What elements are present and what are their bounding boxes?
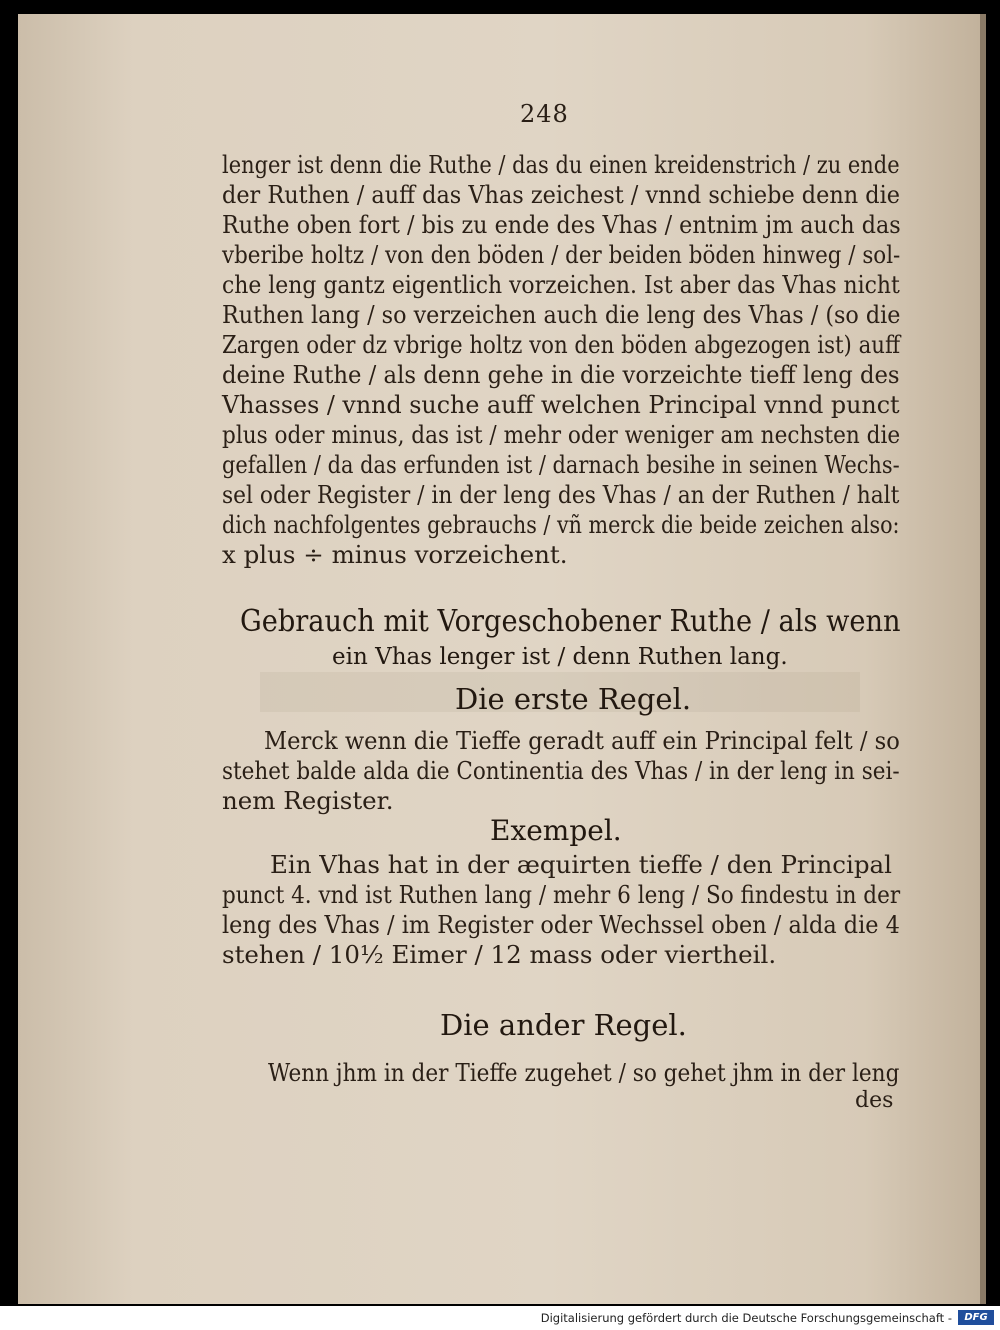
body-text-line: deine Ruthe / als denn gehe in die vorzeichte tieff leng des [222, 360, 900, 389]
example-text-line: stehen / 10½ Eimer / 12 mass oder viertheil. [222, 940, 777, 969]
example-text-line: punct 4. vnd ist Ruthen lang / mehr 6 leng / So findestu in der [222, 880, 901, 909]
body-text-line: Ruthen lang / so verzeichen auch die leng des Vhas / (so die [222, 300, 901, 329]
rule1-title: Die erste Regel. [455, 682, 692, 716]
rule1-text-line: stehet balde alda die Continentia des Vhas / in der leng in sei- [222, 756, 900, 785]
page-number: 248 [520, 100, 569, 128]
body-text-line: che leng gantz eigentlich vorzeichen. Ist aber das Vhas nicht [222, 270, 900, 299]
catchword: des [855, 1088, 894, 1113]
rule1-text-line: Merck wenn die Tieffe geradt auff ein Principal felt / so [264, 726, 900, 755]
body-text-line: plus oder minus, das ist / mehr oder weniger am nechsten die [222, 420, 901, 449]
body-text-line: Vhasses / vnnd suche auff welchen Principal vnnd punct [222, 390, 900, 419]
rule2-title: Die ander Regel. [440, 1008, 687, 1042]
body-text-line: Ruthe oben fort / bis zu ende des Vhas / entnim jm auch das [222, 210, 901, 239]
example-title: Exempel. [490, 814, 622, 847]
body-text-line: x plus ÷ minus vorzeichent. [222, 540, 568, 569]
section-heading-line1: Gebrauch mit Vorgeschobener Ruthe / als wenn [240, 604, 901, 639]
example-text-line: Ein Vhas hat in der æquirten tieffe / den Principal [270, 850, 892, 879]
section-heading-line2: ein Vhas lenger ist / denn Ruthen lang. [332, 644, 788, 670]
body-text-line: sel oder Register / in der leng des Vhas / an der Ruthen / halt [222, 480, 900, 509]
footer-credit: Digitalisierung gefördert durch die Deutsche Forschungsgemeinschaft - [540, 1311, 952, 1325]
body-text-line: Zargen oder dz vbrige holtz von den böden abgezogen ist) auff [222, 330, 901, 359]
body-text-line: vberibe holtz / von den böden / der beiden böden hinweg / sol- [222, 240, 901, 269]
example-text-line: leng des Vhas / im Register oder Wechssel oben / alda die 4 [222, 910, 900, 939]
body-text-line: gefallen / da das erfunden ist / darnach besihe in seinen Wechs- [222, 450, 900, 479]
body-text-line: lenger ist denn die Ruthe / das du einen kreidenstrich / zu ende [222, 150, 900, 179]
body-text-line: der Ruthen / auff das Vhas zeichest / vnnd schiebe denn die [222, 180, 901, 209]
footer-bar [0, 1306, 1000, 1330]
rule1-text-line: nem Register. [222, 786, 394, 815]
dfg-logo: DFG [958, 1310, 994, 1325]
rule2-text-line: Wenn jhm in der Tieffe zugehet / so gehet jhm in der leng [268, 1059, 900, 1087]
body-text-line: dich nachfolgentes gebrauchs / vñ merck die beide zeichen also: [222, 510, 900, 539]
